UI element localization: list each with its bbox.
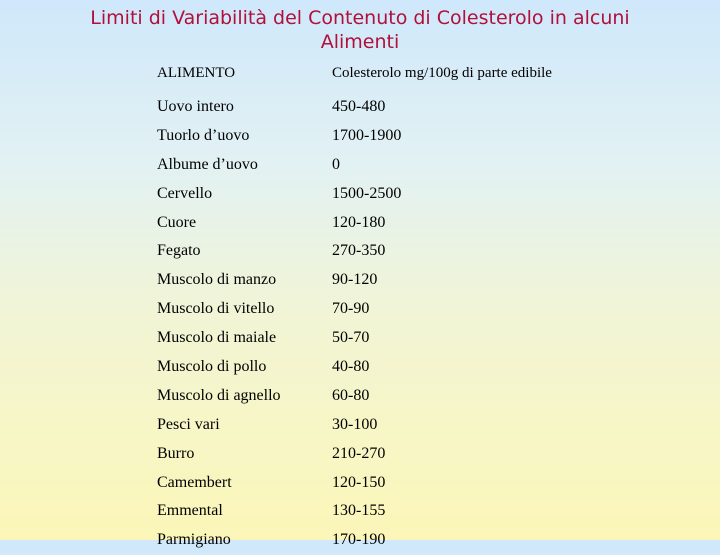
cholesterol-value: 50-70	[332, 329, 370, 347]
cholesterol-value: 450-480	[332, 98, 386, 115]
slide-title	[0, 6, 720, 54]
food-name: Emmental	[157, 502, 223, 520]
cholesterol-value: 70-90	[332, 300, 370, 318]
cholesterol-value: 120-150	[332, 473, 386, 491]
food-name: Pesci vari	[157, 415, 220, 433]
food-name: Uovo intero	[157, 98, 234, 115]
food-name: Fegato	[157, 242, 201, 260]
food-name: Muscolo di vitello	[157, 300, 275, 318]
food-name: Muscolo di maiale	[157, 329, 277, 347]
header-cholesterol: Colesterolo mg/100g di parte edibile	[332, 65, 552, 81]
slide-title-line-2: Alimenti	[320, 31, 400, 53]
slide-title-line-1: Limiti di Variabilità del Contenuto di Colesterolo in alcuni	[90, 7, 630, 29]
cholesterol-value: 30-100	[332, 415, 378, 433]
cholesterol-value: 0	[332, 155, 340, 173]
cholesterol-value: 90-120	[332, 271, 378, 289]
cholesterol-value: 60-80	[332, 386, 370, 404]
cholesterol-value: 120-180	[332, 213, 386, 231]
header-food: ALIMENTO	[157, 65, 236, 81]
food-name: Cuore	[157, 213, 197, 231]
food-name: Tuorlo d’uovo	[157, 126, 250, 144]
cholesterol-value: 210-270	[332, 444, 386, 462]
cholesterol-value: 130-155	[332, 502, 386, 520]
food-name: Camembert	[157, 473, 232, 491]
food-name: Cervello	[157, 184, 213, 202]
cholesterol-value: 170-190	[332, 531, 386, 549]
cholesterol-value: 1500-2500	[332, 184, 402, 202]
cholesterol-value: 40-80	[332, 358, 370, 376]
food-name: Albume d’uovo	[157, 155, 258, 173]
cholesterol-value: 270-350	[332, 242, 386, 260]
food-name: Muscolo di pollo	[157, 358, 267, 376]
cholesterol-value: 1700-1900	[332, 126, 402, 144]
food-name: Parmigiano	[157, 531, 231, 549]
food-name: Muscolo di agnello	[157, 386, 281, 404]
food-name: Muscolo di manzo	[157, 271, 277, 289]
food-name: Burro	[157, 444, 195, 462]
